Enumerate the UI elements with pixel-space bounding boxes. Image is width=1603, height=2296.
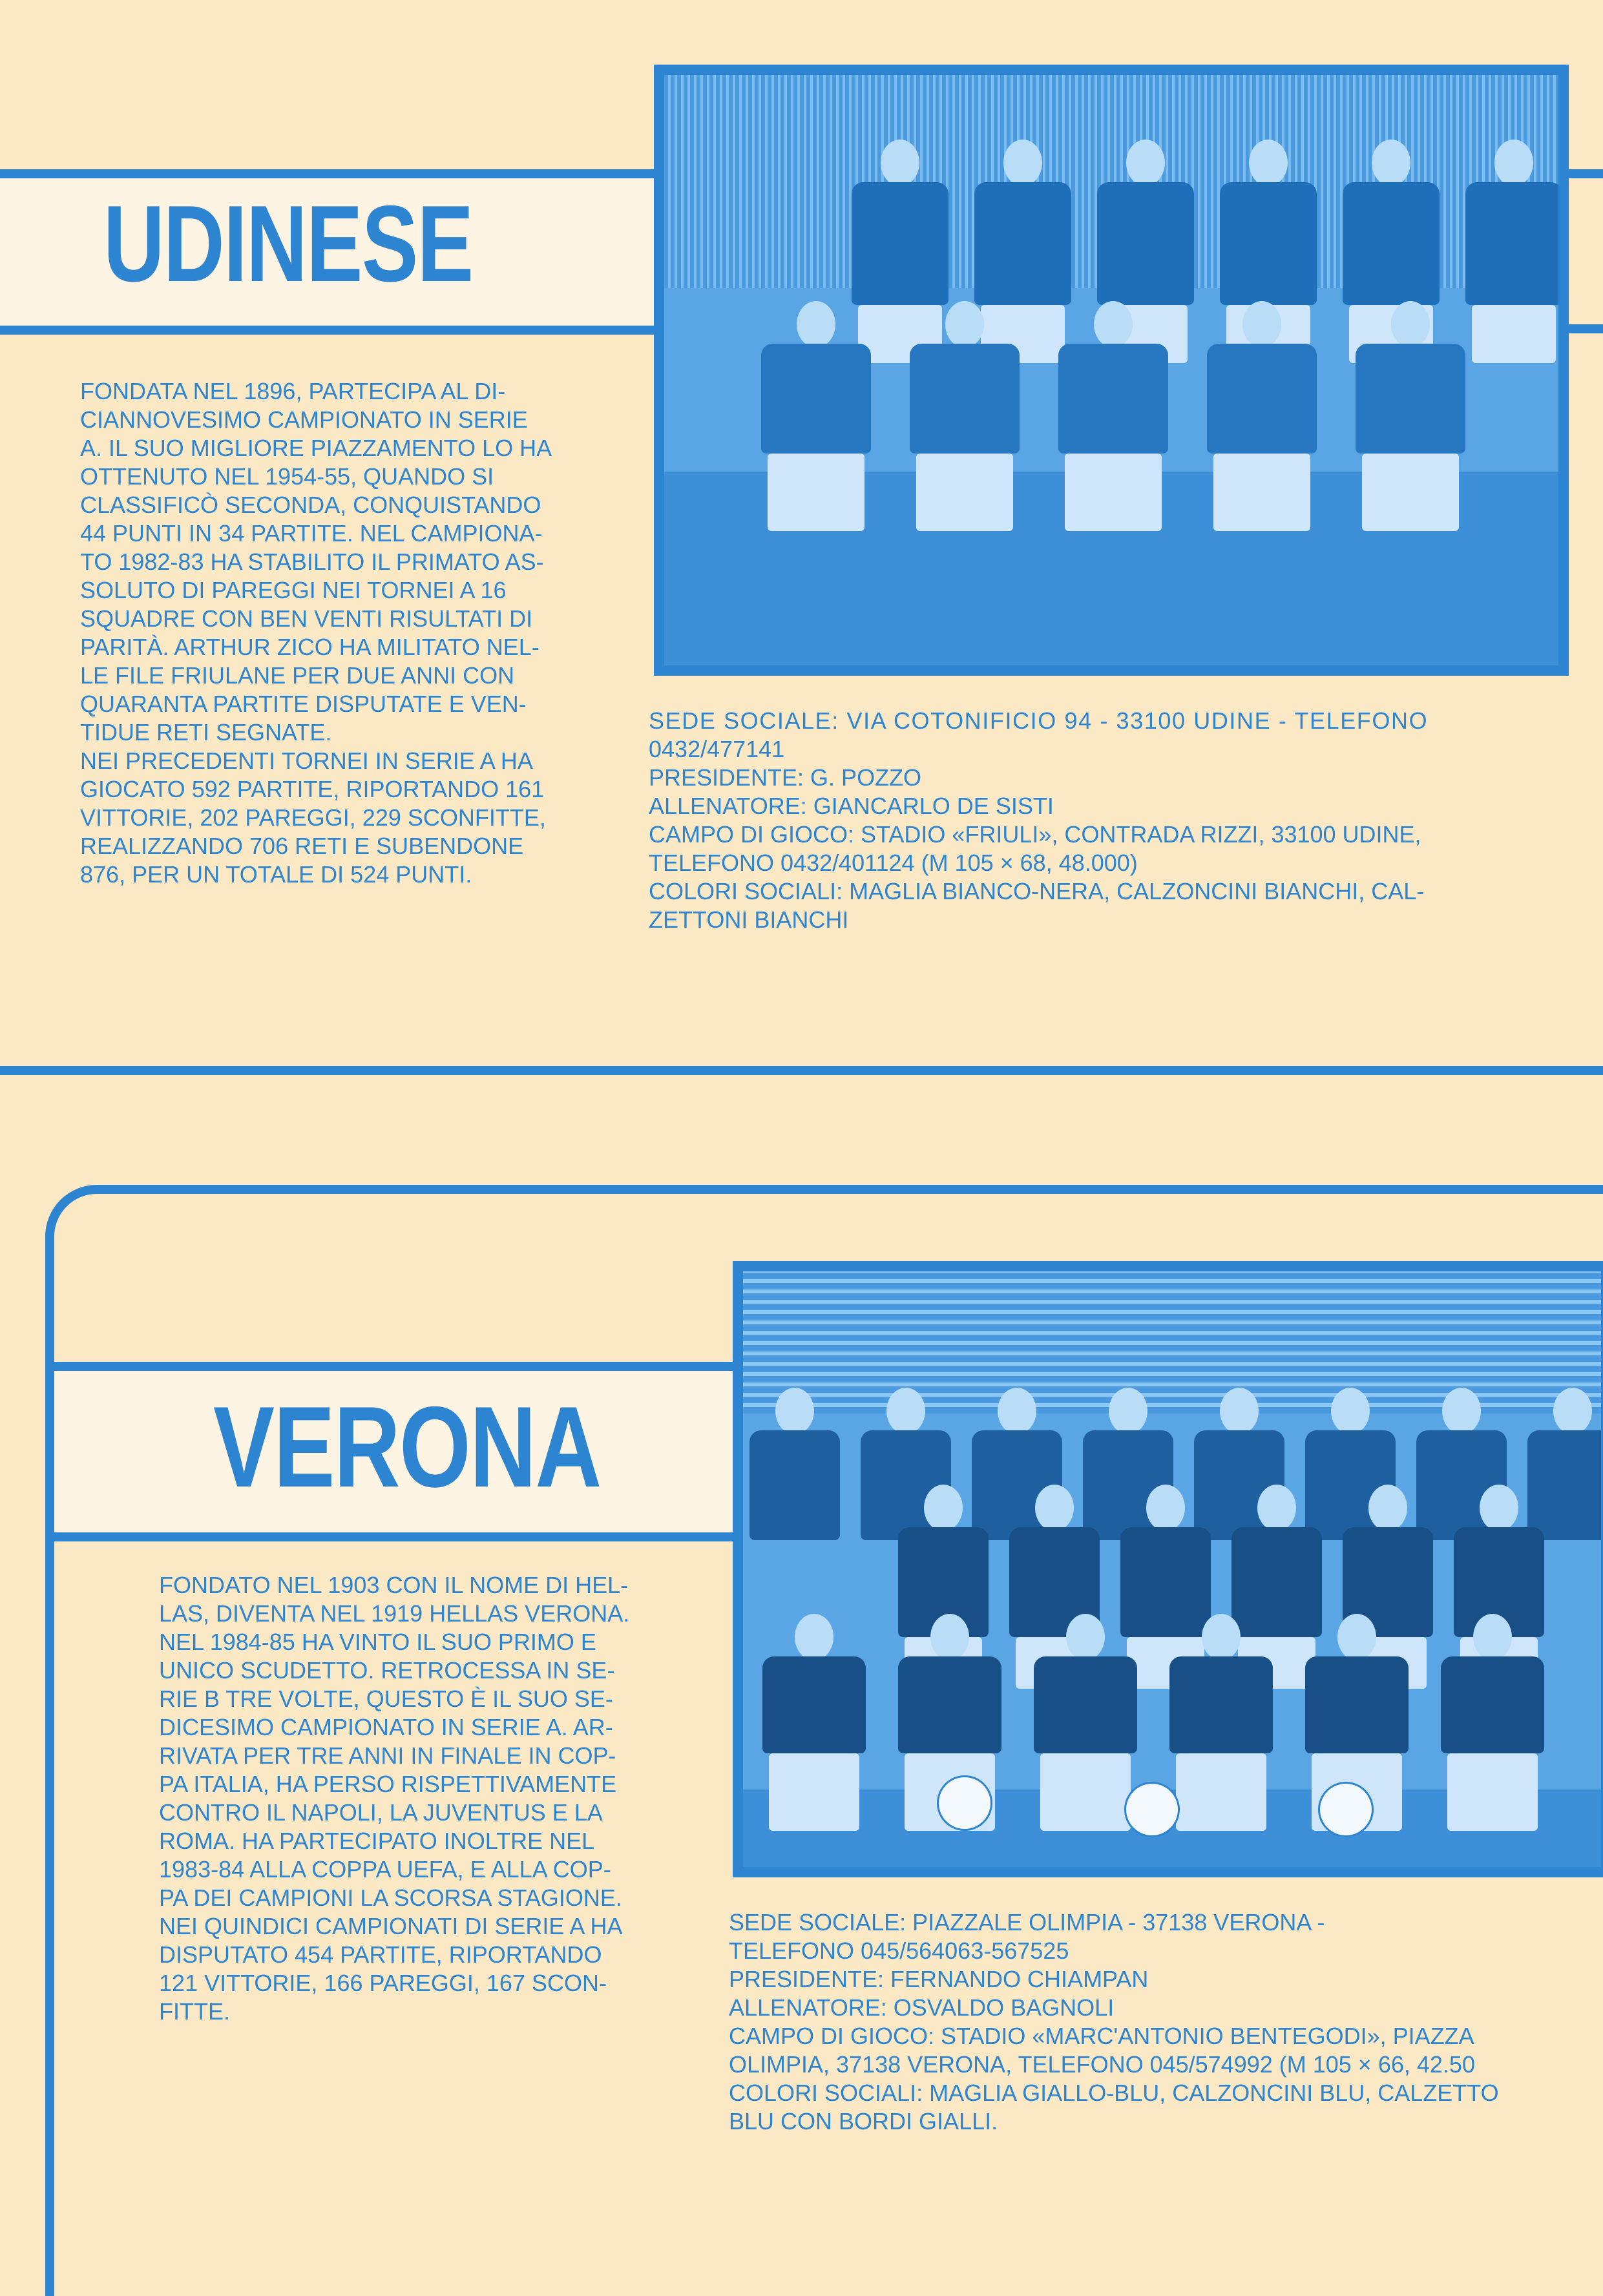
football: [937, 1775, 992, 1831]
udinese-frame-line-right-lower: [1569, 324, 1603, 333]
udinese-info-line: TELEFONO 0432/401124 (M 105 × 68, 48.000): [649, 850, 1138, 876]
udinese-team-photo: [654, 65, 1569, 676]
verona-info-line: CAMPO DI GIOCO: STADIO «MARC'ANTONIO BENTEGODI», PIAZZA: [729, 2023, 1474, 2049]
udinese-info-line: ZETTONI BIANCHI: [649, 906, 849, 933]
section-divider-line: [0, 1066, 1577, 1075]
verona-team-photo: [733, 1261, 1603, 1877]
verona-info-line: OLIMPIA, 37138 VERONA, TELEFONO 045/574992 (M 105 × 66, 42.50: [729, 2051, 1475, 2078]
verona-info-line: TELEFONO 045/564063-567525: [729, 1937, 1069, 1964]
udinese-info-line: ALLENATORE: GIANCARLO DE SISTI: [649, 793, 1054, 819]
football: [1318, 1782, 1374, 1837]
verona-info-block: [729, 1908, 1603, 2136]
football: [1124, 1782, 1180, 1837]
verona-info-line: COLORI SOCIALI: MAGLIA GIALLO-BLU, CALZONCINI BLU, CALZETTO: [729, 2080, 1499, 2106]
verona-info-line: SEDE SOCIALE: PIAZZALE OLIMPIA - 37138 VERONA -: [729, 1909, 1325, 1936]
verona-info-line: ALLENATORE: OSVALDO BAGNOLI: [729, 1994, 1115, 2021]
udinese-info-line: CAMPO DI GIOCO: STADIO «FRIULI», CONTRADA RIZZI, 33100 UDINE,: [649, 821, 1421, 848]
udinese-info-line: 0432/477141: [649, 736, 785, 762]
verona-info-line: PRESIDENTE: FERNANDO CHIAMPAN: [729, 1966, 1149, 1992]
udinese-info-line: SEDE SOCIALE: VIA COTONIFICIO 94 - 33100 UDINE - TELEFONO: [649, 707, 1429, 734]
verona-history-text: FONDATO NEL 1903 CON IL NOME DI HEL- LAS, DIVENTA NEL 1919 HELLAS VERONA. NEL 1984-85 HA VINTO IL SUO PRIMO E UNICO SCUDETTO. RETROCESSA IN SE- RIE B TRE VOLTE, QUESTO È IL SUO SE- DICESIMO CAMPIONATO IN SERIE A. AR- RIVATA PER TRE ANNI IN FINALE IN COP- PA ITALIA, HA PERSO RISPETTIVAMENTE CONTRO IL NAPOLI, LA JUVENTUS E LA ROMA. HA PARTECIPATO INOLTRE NEL 1983-84 ALLA COPPA UEFA, E ALLA COP- PA DEI CAMPIONI LA SCORSA STAGIONE. NEI QUINDICI CAMPIONATI DI SERIE A HA DISPUTATO 454 PARTITE, RIPORTANDO 121 VITTORIE, 166 PAREGGI, 167 SCON- FITTE.: [159, 1572, 630, 2025]
udinese-info-line: PRESIDENTE: G. POZZO: [649, 764, 922, 791]
udinese-info-block: [649, 707, 1566, 934]
udinese-title: UDINESE: [103, 183, 473, 304]
section-divider-curve: [1551, 1034, 1603, 1075]
udinese-frame-line-right: [1569, 169, 1603, 178]
verona-title: VERONA: [213, 1383, 601, 1511]
udinese-history-text: FONDATA NEL 1896, PARTECIPA AL DI- CIANNOVESIMO CAMPIONATO IN SERIE A. IL SUO MIGLIORE PIAZZAMENTO LO HA OTTENUTO NEL 1954-55, QUANDO SI CLASSIFICÒ SECONDA, CONQUISTANDO 44 PUNTI IN 34 PARTITE. NEL CAMPIONA- TO 1982-83 HA STABILITO IL PRIMATO AS- SOLUTO DI PAREGGI NEI TORNEI A 16 SQUADRE CON BEN VENTI RISULTATI DI PARITÀ. ARTHUR ZICO HA MILITATO NEL- LE FILE FRIULANE PER DUE ANNI CON QUARANTA PARTITE DISPUTATE E VEN- TIDUE RETI SEGNATE. NEI PRECEDENTI TORNEI IN SERIE A HA GIOCATO 592 PARTITE, RIPORTANDO 161 VITTORIE, 202 PAREGGI, 229 SCONFITTE, REALIZZANDO 706 RETI E SUBENDONE 876, PER UN TOTALE DI 524 PUNTI.: [80, 378, 552, 888]
verona-info-line: BLU CON BORDI GIALLI.: [729, 2108, 998, 2134]
udinese-info-line: COLORI SOCIALI: MAGLIA BIANCO-NERA, CALZONCINI BIANCHI, CAL-: [649, 878, 1425, 904]
